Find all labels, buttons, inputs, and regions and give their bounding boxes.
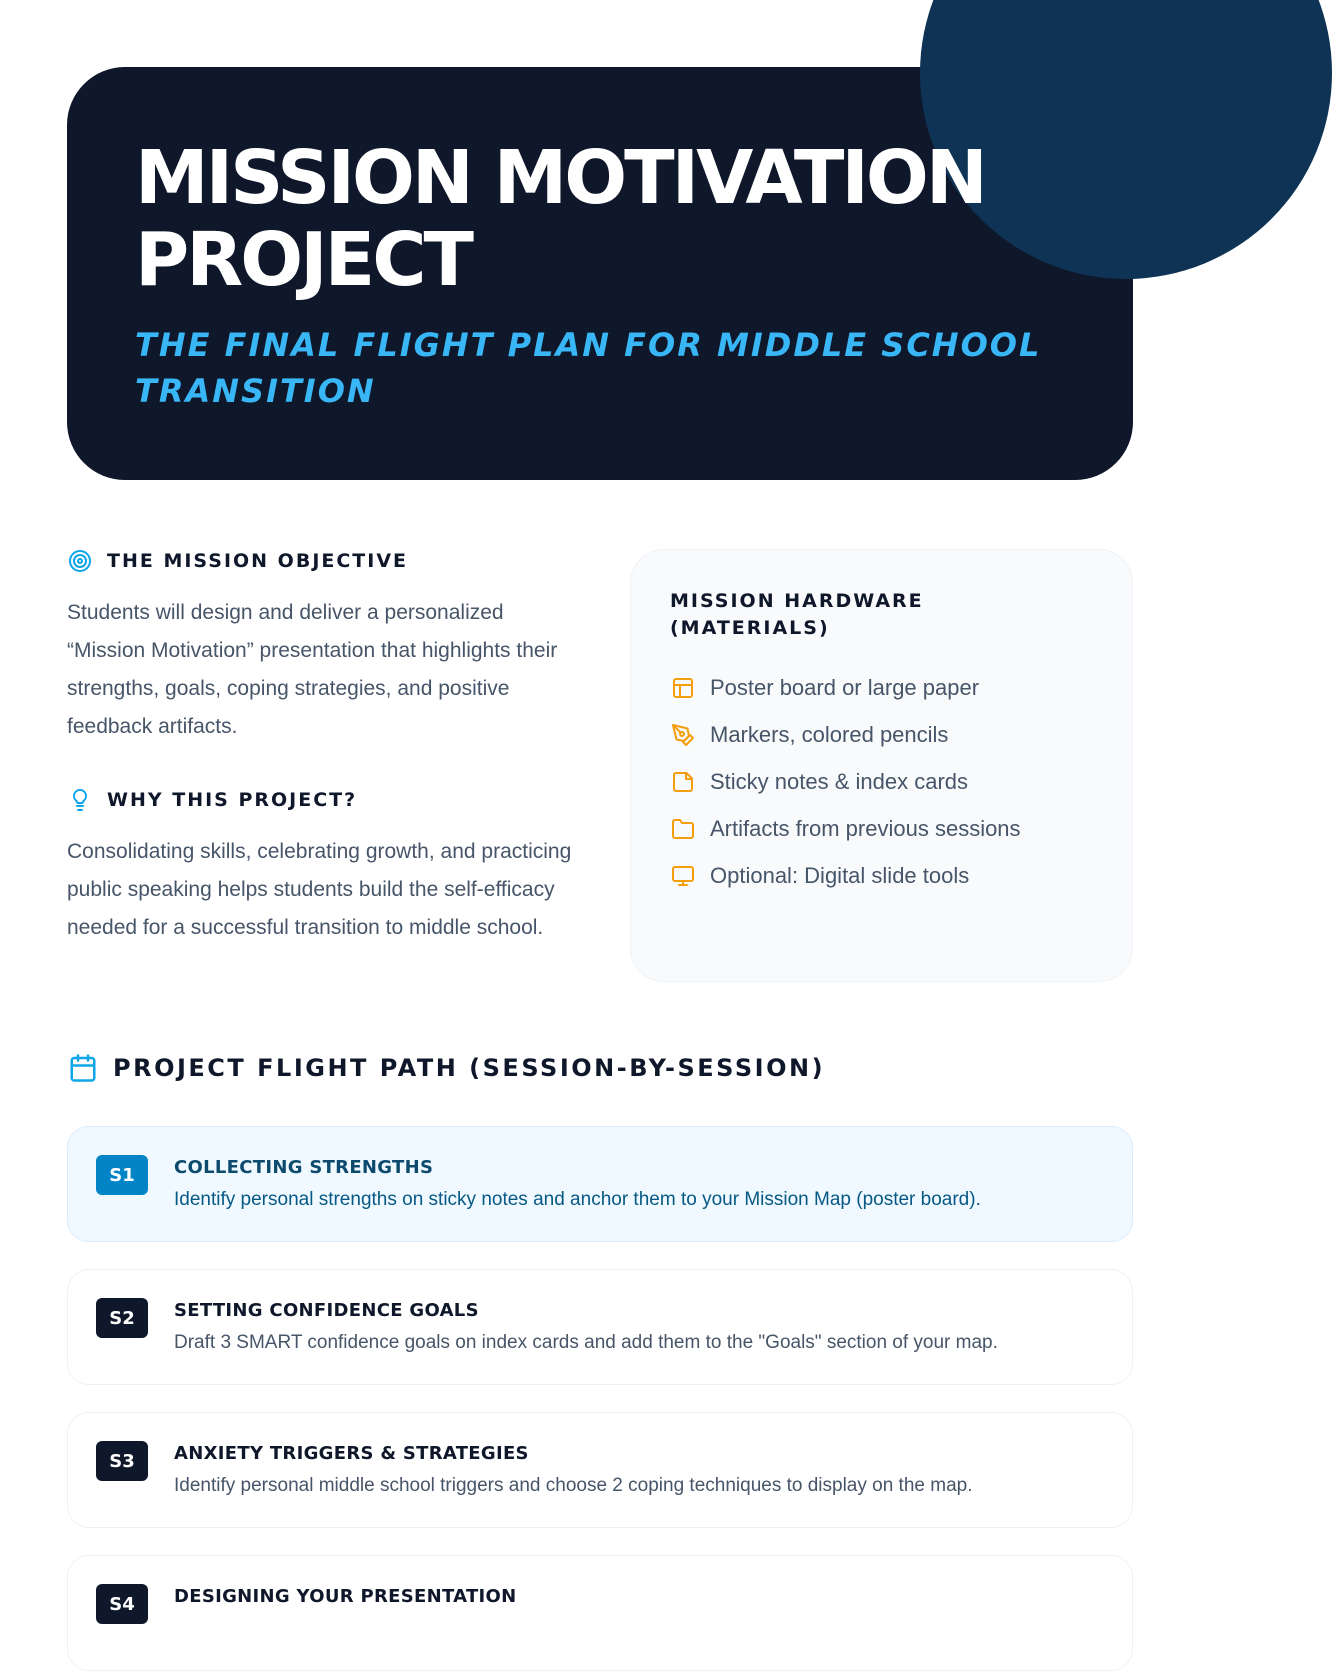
list-item (670, 852, 1021, 899)
page-subtitle: THE FINAL FLIGHT PLAN FOR MIDDLE SCHOOL TRANSITION (135, 326, 1042, 410)
session-card-s2 (67, 1269, 1133, 1385)
flight-path-heading-text: PROJECT FLIGHT PATH (SESSION-BY-SESSION) (113, 1054, 826, 1082)
objective-text: Students will design and deliver a personalized “Mission Motivation” presentation that highlights their strengths, goals, coping strategies, and positive feedback artifacts. (67, 601, 558, 738)
session-card-s4 (67, 1555, 1133, 1671)
why-heading (67, 787, 357, 813)
materials-list (670, 664, 1021, 899)
session-badge: S1 (96, 1155, 148, 1195)
session-title: SETTING CONFIDENCE GOALS (174, 1300, 479, 1321)
session-badge: S2 (96, 1298, 148, 1338)
session-card-s1 (67, 1126, 1133, 1242)
why-heading-text: WHY THIS PROJECT? (107, 789, 358, 811)
objective-heading-text: THE MISSION OBJECTIVE (107, 550, 409, 572)
hero-banner (67, 67, 1133, 480)
page-title: MISSION MOTIVATION PROJECT (135, 135, 985, 303)
calendar-icon (67, 1052, 99, 1084)
material-label: Markers, colored pencils (710, 721, 949, 747)
material-label: Sticky notes & index cards (710, 768, 969, 794)
why-text: Consolidating skills, celebrating growth, and practicing public speaking helps students build the self-efficacy needed for a successful transition to middle school. (67, 840, 572, 939)
session-title: COLLECTING STRENGTHS (174, 1157, 434, 1178)
materials-card (630, 549, 1133, 982)
session-description: Identify personal strengths on sticky notes and anchor them to your Mission Map (poster board). (174, 1189, 981, 1210)
session-title: DESIGNING YOUR PRESENTATION (174, 1586, 517, 1607)
session-badge: S4 (96, 1584, 148, 1624)
materials-heading: MISSION HARDWARE (MATERIALS) (670, 590, 924, 639)
list-item (670, 758, 1021, 805)
layout-icon (670, 675, 696, 701)
flight-path-heading (67, 1052, 825, 1084)
session-description: Draft 3 SMART confidence goals on index cards and add them to the "Goals" section of your map. (174, 1332, 998, 1353)
material-label: Artifacts from previous sessions (710, 815, 1021, 841)
material-label: Poster board or large paper (710, 674, 980, 700)
pen-tool-icon (670, 722, 696, 748)
session-card-s3 (67, 1412, 1133, 1528)
list-item (670, 805, 1021, 852)
monitor-icon (670, 863, 696, 889)
objective-heading (67, 548, 408, 574)
material-label: Optional: Digital slide tools (710, 862, 970, 888)
list-item (670, 711, 1021, 758)
session-badge: S3 (96, 1441, 148, 1481)
sticky-note-icon (670, 769, 696, 795)
lightbulb-icon (67, 787, 93, 813)
list-item (670, 664, 1021, 711)
session-title: ANXIETY TRIGGERS & STRATEGIES (174, 1443, 529, 1464)
target-icon (67, 548, 93, 574)
folder-icon (670, 816, 696, 842)
session-description: Identify personal middle school triggers and choose 2 coping techniques to display on the map. (174, 1475, 973, 1496)
